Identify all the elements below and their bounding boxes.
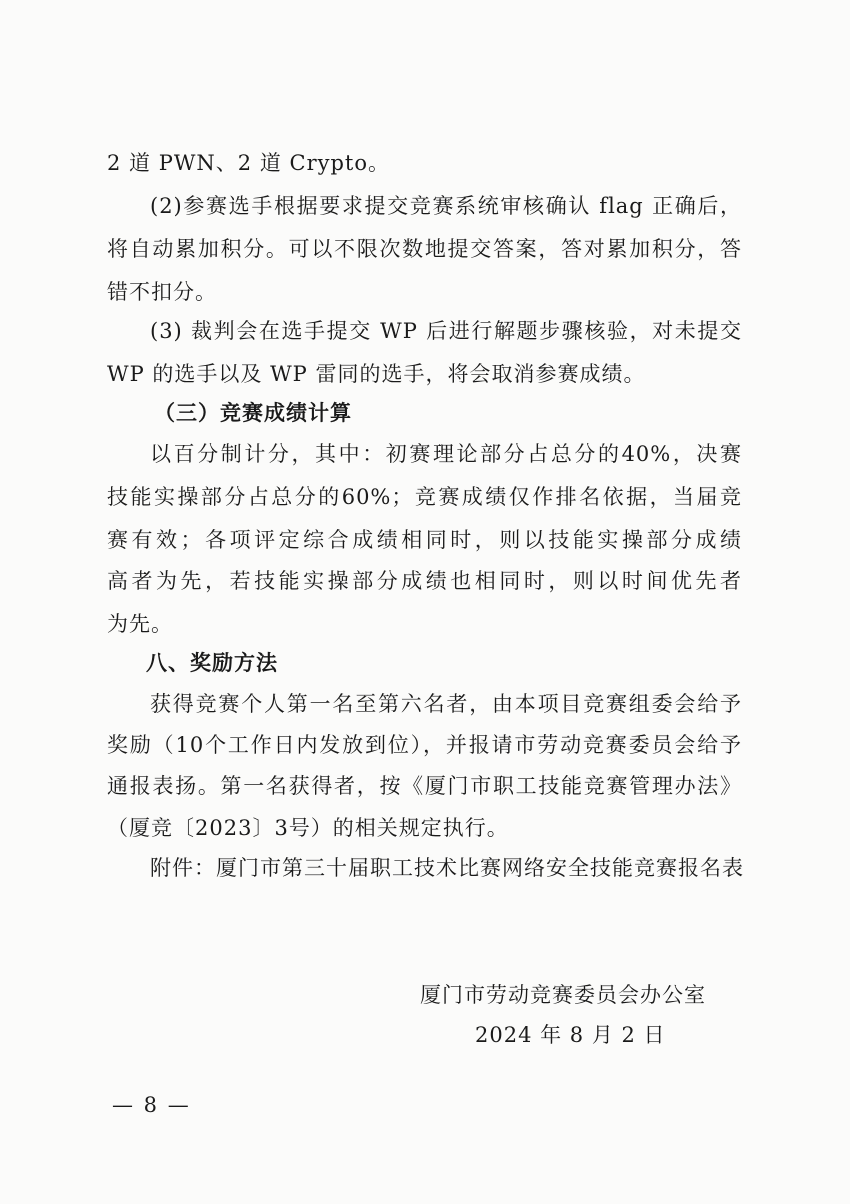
attachment-line: 附件：厦门市第三十届职工技术比赛网络安全技能竞赛报名表	[150, 856, 744, 880]
paragraph-line: 错不扣分。	[107, 280, 217, 304]
paragraph-line: WP 的选手以及 WP 雷同的选手，将会取消参赛成绩。	[107, 362, 646, 386]
paragraph-line: 技能实操部分占总分的60%；竞赛成绩仅作排名依据，当届竞	[107, 485, 742, 509]
paragraph-line: 2 道 PWN、2 道 Crypto。	[107, 151, 391, 175]
paragraph-line: 赛有效；各项评定综合成绩相同时，则以技能实操部分成绩	[107, 528, 742, 552]
paragraph-line: (2)参赛选手根据要求提交竞赛系统审核确认 flag 正确后，	[150, 194, 742, 218]
paragraph-line: (3) 裁判会在选手提交 WP 后进行解题步骤核验，对未提交	[150, 319, 742, 343]
page-number: — 8 —	[112, 1093, 191, 1117]
paragraph-line: （厦竞〔2023〕3号）的相关规定执行。	[107, 816, 509, 840]
paragraph-line: 为先。	[107, 612, 173, 636]
signature-date: 2024 年 8 月 2 日	[475, 1023, 666, 1047]
signature-organization: 厦门市劳动竞赛委员会办公室	[420, 983, 706, 1007]
paragraph-line: 奖励（10个工作日内发放到位），并报请市劳动竞赛委员会给予	[107, 733, 742, 757]
section-heading: （三）竞赛成绩计算	[154, 401, 352, 425]
paragraph-line: 通报表扬。第一名获得者，按《厦门市职工技能竞赛管理办法》	[107, 774, 742, 798]
paragraph-line: 以百分制计分，其中：初赛理论部分占总分的40%，决赛	[150, 442, 742, 466]
paragraph-line: 高者为先，若技能实操部分成绩也相同时，则以时间优先者	[107, 569, 742, 593]
paragraph-line: 获得竞赛个人第一名至第六名者，由本项目竞赛组委会给予	[150, 692, 742, 716]
section-heading: 八、奖励方法	[146, 651, 278, 675]
paragraph-line: 将自动累加积分。可以不限次数地提交答案，答对累加积分，答	[107, 237, 742, 261]
